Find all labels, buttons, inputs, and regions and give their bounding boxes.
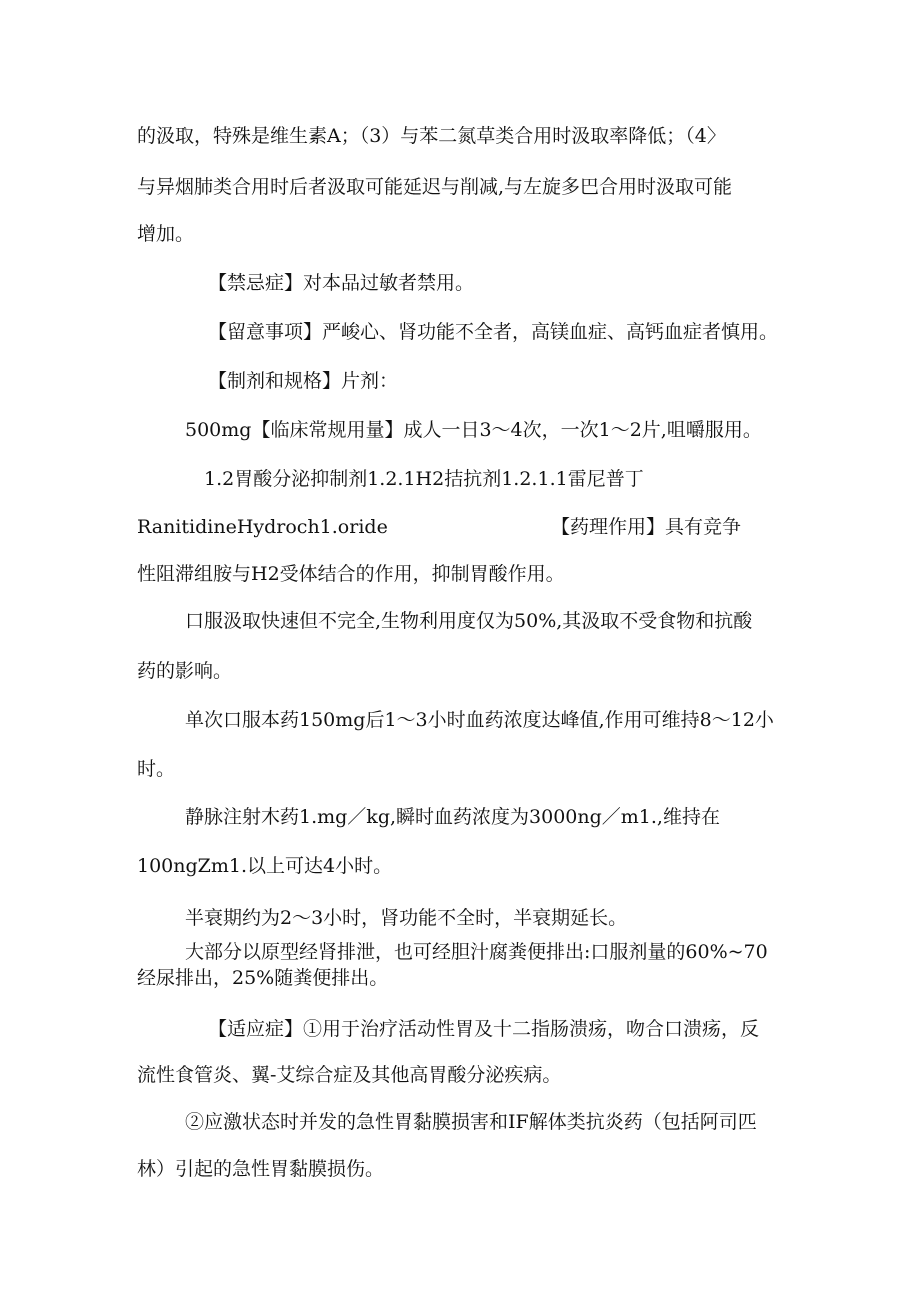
text-line: 100ngZm1.以上可达4小时。 xyxy=(137,855,393,877)
text-line: 单次口服本药150mg后1～3小时血药浓度达峰值,作用可维持8～12小 xyxy=(185,709,774,731)
text-line: 500mg【临床常规用量】成人一日3～4次，一次1～2片,咀嚼服用。 xyxy=(185,419,762,441)
subsection-title: 1.2胃酸分泌抑制剂1.2.1H2拮抗剂1.2.1.1雷尼普丁 xyxy=(204,468,644,490)
text-line: 半衰期约为2～3小时，肾功能不全时，半衰期延长。 xyxy=(185,907,628,929)
text-line: 性阻滞组胺与H2受体结合的作用，抑制胃酸作用。 xyxy=(137,563,565,585)
text-line: 药的影响。 xyxy=(137,660,233,682)
text-line: 林）引起的急性胃黏膜损伤。 xyxy=(137,1158,385,1180)
text-line: 大部分以原型经肾排泄，也可经胆汁腐粪便排出:口服剂量的60%~70 xyxy=(185,941,768,963)
drug-name-english: RanitidineHydroch1.oride xyxy=(137,516,388,538)
text-line: 的汲取，特殊是维生素A；（3）与苯二氮草类合用时汲取率降低；（4〉 xyxy=(137,125,726,147)
text-line: 口服汲取快速但不完全,生物利用度仅为50%,其汲取不受食物和抗酸 xyxy=(185,610,753,632)
text-line: 时。 xyxy=(137,758,176,780)
text-line: 流性食管炎、翼-艾综合症及其他高胃酸分泌疾病。 xyxy=(137,1064,562,1086)
text-line: 经尿排出，25%随粪便排出。 xyxy=(137,967,389,989)
section-heading-contraindications: 【禁忌症】对本品过敏者禁用。 xyxy=(208,272,475,294)
section-heading-pharmacology: 【药理作用】具有竞争 xyxy=(551,516,742,538)
text-line: 静脉注射木药1.mg／kg,瞬时血药浓度为3000ng／m1.,维持在 xyxy=(185,806,720,828)
section-heading-preparations: 【制剂和规格】片剂： xyxy=(208,370,399,392)
text-line: ②应激状态时并发的急性胃黏膜损害和IF解体类抗炎药（包括阿司匹 xyxy=(185,1111,757,1133)
text-line: 增加。 xyxy=(137,223,195,245)
section-heading-indications: 【适应症】①用于治疗活动性胃及十二指肠溃疡，吻合口溃疡，反 xyxy=(208,1018,760,1040)
text-line: 与异烟肺类合用时后者汲取可能延迟与削减,与左旋多巴合用时汲取可能 xyxy=(137,176,733,198)
section-heading-precautions: 【留意事项】严峻心、肾功能不全者，高镁血症、高钙血症者慎用。 xyxy=(208,321,779,343)
